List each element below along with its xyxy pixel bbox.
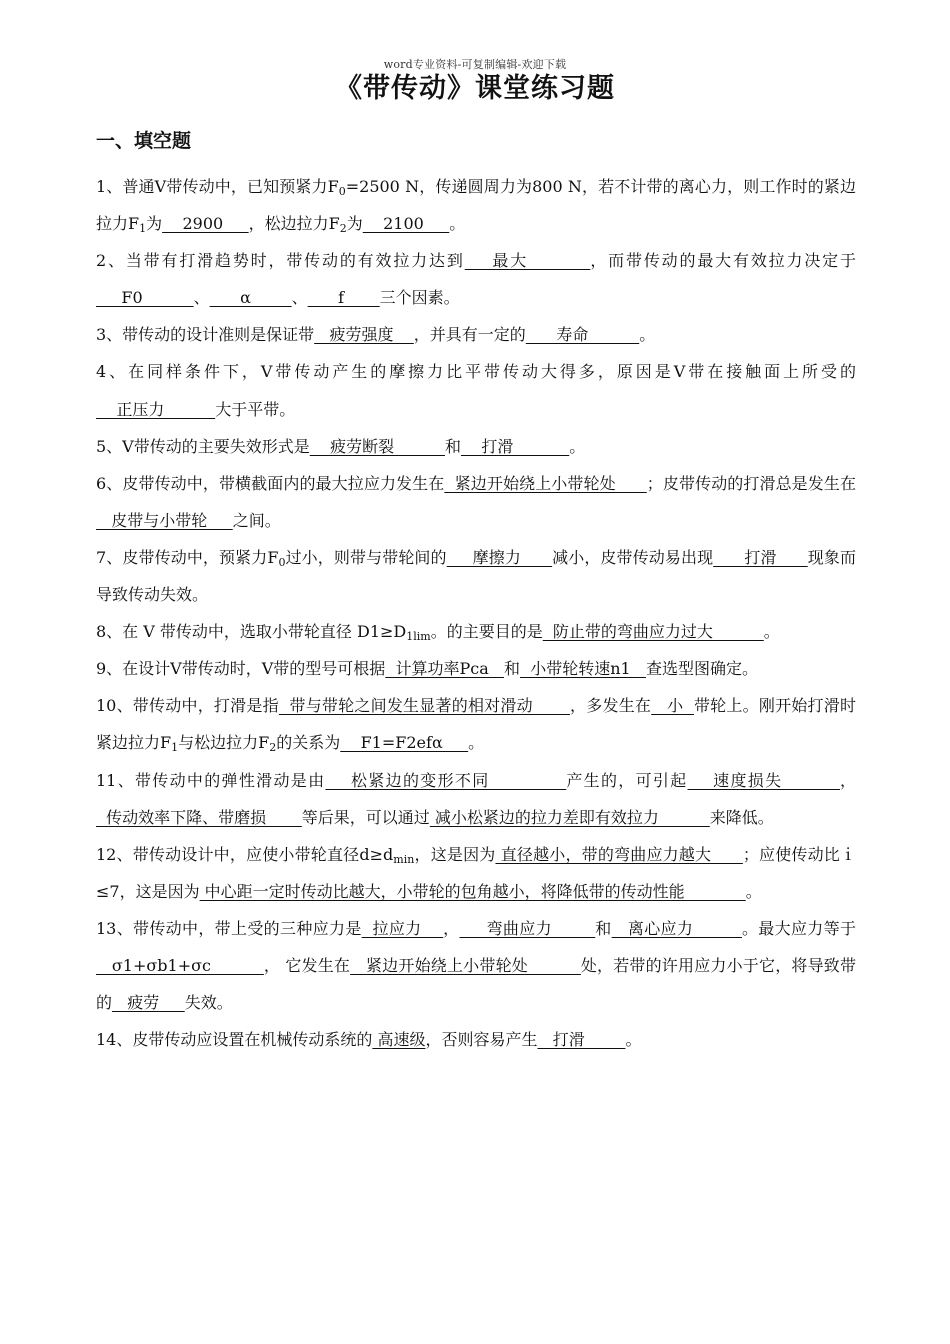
q6-text-2: ；皮带传动的打滑总是发生在 [646,473,856,493]
q8-answer-1: 防止带的弯曲应力过大 [542,622,764,642]
q10-text-2: ，多发生在 [570,696,652,716]
q2-answer-1: 最大 [464,251,591,271]
q8-subscript-1: 1lim [406,630,431,644]
q1-text-5: 为 [346,214,363,234]
q14-text-2: ，否则容易产生 [425,1030,538,1050]
q3-text-2: ，并具有一定的 [413,325,526,345]
watermark-text: word专业资料-可复制编辑-欢迎下载 [383,58,567,71]
q9-text-1: 9、在设计V带传动时，V带的型号可根据 [96,659,386,679]
q2-text-2: ，而带传动的最大有效拉力决定于 [590,251,856,271]
q1-text-1: 1、普通V带传动中，已知预紧力F [96,177,339,196]
q3-text-3: 。 [639,325,656,345]
q1-subscript-2: 1 [139,222,147,236]
q2-answer-4: f [307,288,380,308]
q12-text-4: 。 [745,881,762,901]
q7-text-3: 减小，皮带传动易出现 [552,547,714,567]
q13-answer-1: 拉应力 [361,918,444,938]
q13-answer-5: 紧边开始绕上小带轮处 [350,955,581,975]
q10-answer-1: 带与带轮之间发生显著的相对滑动 [278,696,571,716]
q5-answer-1: 疲劳断裂 [309,436,445,456]
q10-text-3: 带轮上。刚开始打滑时紧边拉力F [96,696,856,753]
question-8 [96,613,856,650]
q10-text-6: 。 [468,733,485,753]
q7-text-1: 7、皮带传动中，预紧力F [96,547,279,567]
q9-answer-2: 小带轮转速n1 [520,659,646,679]
q6-text-1: 6、皮带传动中，带横截面内的最大拉应力发生在 [96,473,445,493]
q10-text-4: 与松边拉力F [178,733,270,753]
q8-text-2: 。的主要目的是 [430,622,543,642]
question-1 [96,168,856,242]
q3-answer-2: 寿命 [525,325,640,345]
q12-text-2: ，这是因为 [414,844,496,864]
q12-text-1: 12、带传动设计中，应使小带轮直径d≥d [96,844,394,864]
q11-text-1: 11、带传动中的弹性滑动是由 [96,770,326,790]
q11-text-3: ， [839,770,856,790]
q12-answer-1: 直径越小，带的弯曲应力越大 [495,844,743,864]
q14-answer-2: 打滑 [537,1030,626,1050]
q14-answer-1: 高速级 [372,1030,426,1050]
question-13 [96,910,856,1021]
q5-text-2: 和 [444,436,461,456]
q1-text-3: 为 [146,214,163,234]
q2-text-4: 、 [291,288,308,308]
q13-answer-2: 弯曲应力 [459,918,596,938]
q1-answer-tight-side-force: 2900 [162,214,249,234]
q9-answer-1: 计算功率Pca [385,659,504,679]
q7-answer-1: 摩擦力 [446,547,553,567]
q3-answer-1: 疲劳强度 [314,325,414,345]
q6-answer-2: 皮带与小带轮 [96,510,233,530]
q1-text-4: ，松边拉力F [248,214,340,234]
q5-answer-2: 打滑 [460,436,570,456]
q7-text-4: 现象而导致传动失效。 [96,547,856,605]
q1-subscript-1: 0 [338,185,346,198]
question-11 [96,762,856,836]
q10-subscript-2: 2 [269,741,277,755]
question-3 [96,316,856,353]
q10-subscript-1: 1 [171,741,179,755]
question-2 [96,242,856,316]
q2-answer-2: F0 [96,288,194,308]
question-10 [96,687,856,761]
q4-answer-1: 正压力 [96,399,216,419]
q6-text-3: 之间。 [232,510,281,530]
q10-text-5: 的关系为 [276,733,341,753]
question-6 [96,465,856,539]
q4-text-1: 4、在同样条件下，V带传动产生的摩擦力比平带传动大得多，原因是V带在接触面上所受的 [96,362,856,382]
q5-text-1: 5、V带传动的主要失效形式是 [96,436,310,456]
question-14 [96,1021,856,1058]
q13-answer-3: 离心应力 [611,918,742,938]
q7-subscript-1: 0 [278,555,286,569]
question-list [96,168,856,1058]
question-7 [96,539,856,613]
q2-text-1: 2、当带有打滑趋势时，带传动的有效拉力达到 [96,251,465,271]
q12-answer-2: 中心距一定时传动比越大，小带轮的包角越小，将降低带的传动性能 [199,881,746,901]
q2-text-5: 三个因素。 [379,288,460,308]
question-9 [96,650,856,687]
q10-answer-3: F1=F2efα [340,733,469,753]
q13-text-6: 处，若带的许用应力小于它，将导致带的 [96,955,856,1013]
q12-subscript-1: min [393,852,415,866]
q3-text-1: 3、带传动的设计准则是保证带 [96,325,315,345]
q1-text-6: 。 [449,214,466,234]
q1-text-2: =2500 N，传递圆周力为800 N，若不计带的离心力，则工作时的紧边拉力F [96,177,856,234]
q11-answer-3: 传动效率下降、带磨损 [96,807,302,827]
q11-answer-2: 速度损失 [687,770,840,790]
q7-answer-2: 打滑 [713,547,808,567]
q2-text-3: 、 [193,288,210,308]
q11-text-4: 等后果，可以通过 [301,807,430,827]
q6-answer-1: 紧边开始绕上小带轮处 [444,473,647,493]
page-title: 《带传动》课堂练习题 [335,73,615,104]
q13-answer-6: 疲劳 [112,993,185,1013]
q14-text-1: 14、皮带传动应设置在机械传动系统的 [96,1030,373,1050]
q13-text-7: 失效。 [184,993,233,1013]
q8-text-1: 8、在 V 带传动中，选取小带轮直径 D1≥D [96,622,407,642]
q13-text-5: ， 它发生在 [263,955,351,975]
q12-text-3: ；应使传动比ｉ≤7，这是因为 [96,844,856,901]
q1-subscript-3: 2 [339,222,347,236]
q1-answer-slack-side-force: 2100 [362,214,450,234]
q11-text-2: 产生的，可引起 [566,770,688,790]
question-5 [96,428,856,465]
q13-text-3: 和 [595,918,612,938]
q13-answer-4: σ1+σb1+σc [96,955,264,975]
section-heading: 一、填空题 [96,130,192,152]
q8-text-3: 。 [763,622,780,642]
question-12 [96,836,856,910]
q14-text-3: 。 [625,1030,642,1050]
q2-answer-3: α [209,288,292,308]
q9-text-2: 和 [504,659,521,679]
q10-answer-2: 小 [651,696,694,716]
q5-text-3: 。 [569,436,586,456]
q13-text-2: ， [443,918,460,938]
q7-text-2: 过小，则带与带轮间的 [285,547,447,567]
q4-text-2: 大于平带。 [215,399,296,419]
q11-answer-1: 松紧边的变形不同 [325,770,567,790]
q10-text-1: 10、带传动中，打滑是指 [96,696,279,716]
question-4 [96,353,856,427]
q13-text-1: 13、带传动中，带上受的三种应力是 [96,918,362,938]
q11-answer-4: 减小松紧边的拉力差即有效拉力 [429,807,710,827]
q11-text-5: 来降低。 [709,807,774,827]
q9-text-3: 查选型图确定。 [645,659,758,679]
q13-text-4: 。最大应力等于 [741,918,856,938]
